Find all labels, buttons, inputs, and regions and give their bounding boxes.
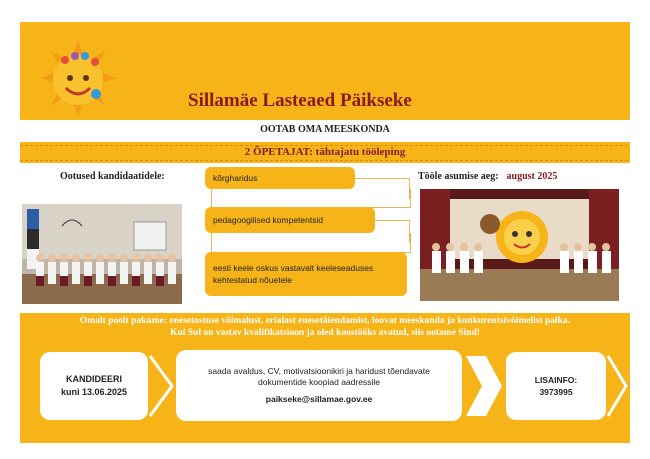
chevron-right-icon	[146, 352, 176, 420]
info-label: LISAINFO:	[534, 375, 578, 385]
requirement-item: eesti keele oskus vastavalt keeleseaduses kehtestatud nõuetele	[205, 252, 407, 296]
info-box	[508, 354, 604, 418]
apply-deadline: kuni 13.06.2025	[60, 387, 128, 397]
subtitle: OOTAB OMA MEESKONDA	[260, 124, 390, 135]
stage-photo	[420, 189, 619, 301]
start-date-label	[418, 171, 557, 182]
info-phone[interactable]: 3973995	[539, 387, 573, 397]
email-link[interactable]: paikseke@sillamae.gov.ee	[265, 394, 373, 404]
offer-text: Omalt poolt pakume: enesetostuse võimalust, erialast enesetäiendamist, loovat meeskonda ja konkurentsivõimelist palka.	[79, 316, 571, 326]
classroom-photo	[22, 204, 182, 304]
connector-line	[211, 233, 411, 253]
start-label-text: Tööle asumise aeg:	[418, 171, 499, 182]
documents-box	[178, 352, 460, 419]
page-title: Sillamäe Lasteaed Päikseke	[188, 90, 412, 111]
requirement-item: pedagoogilised kompetentsid	[205, 207, 375, 233]
documents-text: dokumentide koopiad aadressile	[258, 377, 380, 387]
apply-label: KANDIDEERI	[65, 374, 122, 384]
start-date: august 2025	[506, 171, 558, 182]
sun-logo	[38, 38, 118, 118]
requirement-item: kõrgharidus	[205, 167, 355, 189]
expectations-label: Ootused kandidaatidele:	[60, 171, 165, 182]
documents-text: saada avaldus, CV, motivatsioonikiri ja haridust tõendavate	[208, 366, 430, 376]
offer-invite: Kui Sul on vastav kvalifikatsioon ja oled koostööks avatud, siis ootame Sind!	[170, 328, 480, 338]
chevron-right-icon	[606, 352, 630, 420]
position-text: 2 ÕPETAJAT: tähtajatu tööleping	[244, 146, 406, 158]
chevron-right-icon	[462, 352, 506, 420]
apply-box	[42, 354, 146, 418]
connector-line	[211, 189, 411, 208]
